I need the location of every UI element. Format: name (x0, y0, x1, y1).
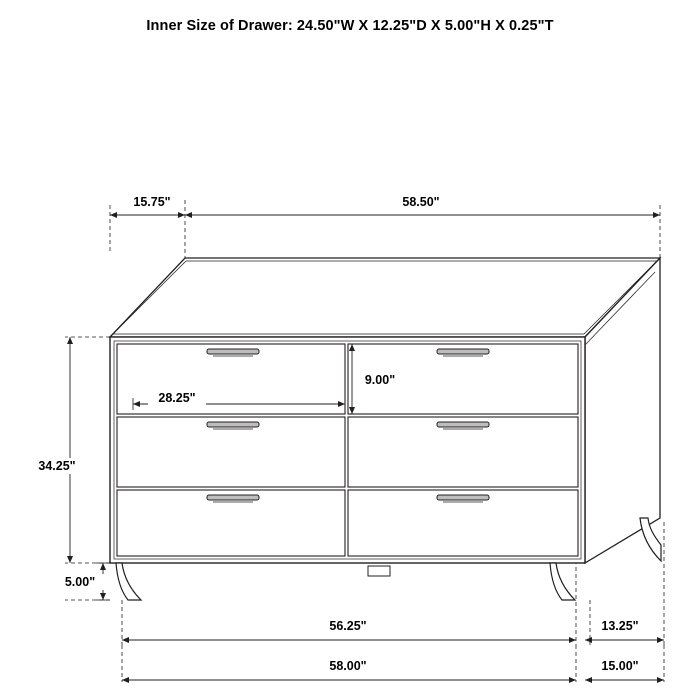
dimension-row-lower (122, 637, 664, 643)
page-title: Inner Size of Drawer: 24.50"W X 12.25"D X 5.00"H X 0.25"T (146, 18, 554, 34)
dimension-label-leg-height: 5.00" (64, 575, 96, 589)
dimension-label-overall-depth: 15.00" (601, 659, 639, 673)
drawer-fronts (117, 344, 578, 556)
dimension-row-bottom (122, 677, 664, 683)
dimension-label-depth-top: 15.75" (133, 195, 171, 209)
dimension-line-top (110, 212, 660, 218)
dimension-label-drawer-width: 28.25" (158, 391, 196, 405)
center-bracket (368, 566, 390, 576)
dimension-label-width-top: 58.50" (402, 195, 440, 209)
dimension-label-case-height: 34.25" (38, 459, 76, 473)
dimension-case-height (67, 337, 73, 563)
dimension-label-drawer-height: 9.00" (364, 373, 396, 387)
dimension-label-side-depth: 13.25" (601, 619, 639, 633)
dresser-top-surface (110, 258, 660, 337)
dimension-label-base-width-inner: 56.25" (329, 619, 367, 633)
dimension-label-overall-width: 58.00" (329, 659, 367, 673)
